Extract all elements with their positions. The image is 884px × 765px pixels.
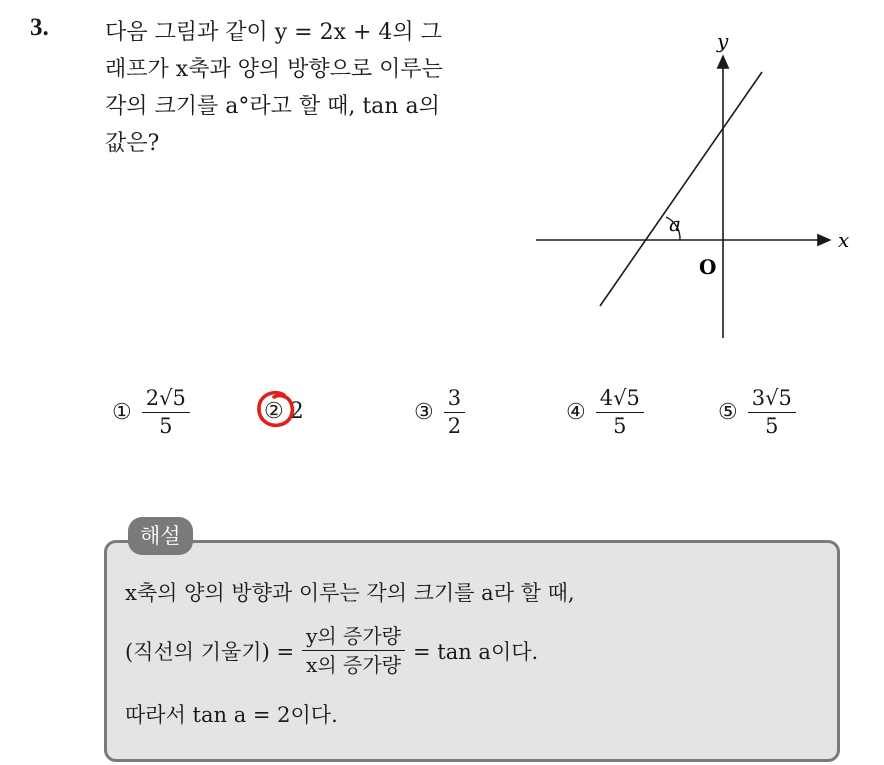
choice-number: ④	[566, 400, 586, 425]
choice-1[interactable]	[112, 385, 190, 440]
x-axis-label: x	[838, 228, 850, 252]
choice-number: ⑤	[718, 400, 738, 425]
solution-tag: 해설	[128, 517, 193, 555]
fraction-denominator: 5	[765, 414, 779, 438]
choice-number: ③	[414, 400, 434, 425]
slope-fraction	[302, 622, 405, 679]
fraction-denominator: 2	[447, 414, 462, 438]
fraction-numerator: 2√5	[142, 385, 190, 413]
choice-fraction	[596, 385, 644, 440]
y-axis-label: y	[717, 30, 729, 53]
choice-number-text: ②	[264, 399, 284, 424]
graph-line	[600, 72, 762, 306]
solution-line-3: 따라서 tan a = 2이다.	[125, 703, 338, 727]
fraction-numerator: y의 증가량	[302, 622, 405, 651]
solution-line-2	[125, 622, 538, 679]
line-graph	[530, 30, 860, 350]
choice-number	[264, 399, 284, 424]
choice-2[interactable]	[264, 399, 304, 424]
choice-5[interactable]	[718, 385, 796, 440]
fraction-numerator: 3	[444, 385, 465, 413]
slope-result: = tan a이다.	[413, 639, 539, 664]
question-line: 다음 그림과 같이 y = 2x + 4의 그	[105, 20, 442, 45]
fraction-denominator: 5	[613, 414, 627, 438]
question-line: 각의 크기를 a°라고 할 때, tan a의	[105, 94, 440, 119]
fraction-denominator: 5	[159, 414, 173, 438]
choice-value: 2	[289, 399, 304, 424]
fraction-numerator: 4√5	[596, 385, 644, 413]
question-text	[105, 14, 515, 162]
solution-line-1: x축의 양의 방향과 이루는 각의 크기를 a라 할 때,	[125, 581, 575, 605]
origin-label: O	[699, 255, 717, 279]
question-number: 3.	[30, 14, 49, 41]
question-line: 값은?	[105, 131, 160, 156]
question-line: 래프가 x축과 양의 방향으로 이루는	[105, 57, 443, 82]
choice-fraction	[142, 385, 190, 440]
choice-fraction	[748, 385, 796, 440]
choice-number: ①	[112, 400, 132, 425]
angle-label: a	[669, 212, 681, 236]
slope-label: (직선의 기울기) =	[125, 639, 295, 664]
fraction-denominator: x의 증가량	[306, 653, 401, 677]
fraction-numerator: 3√5	[748, 385, 796, 413]
choice-4[interactable]	[566, 385, 644, 440]
choice-fraction	[444, 385, 465, 440]
answer-choices	[0, 385, 884, 455]
choice-3[interactable]	[414, 385, 465, 440]
